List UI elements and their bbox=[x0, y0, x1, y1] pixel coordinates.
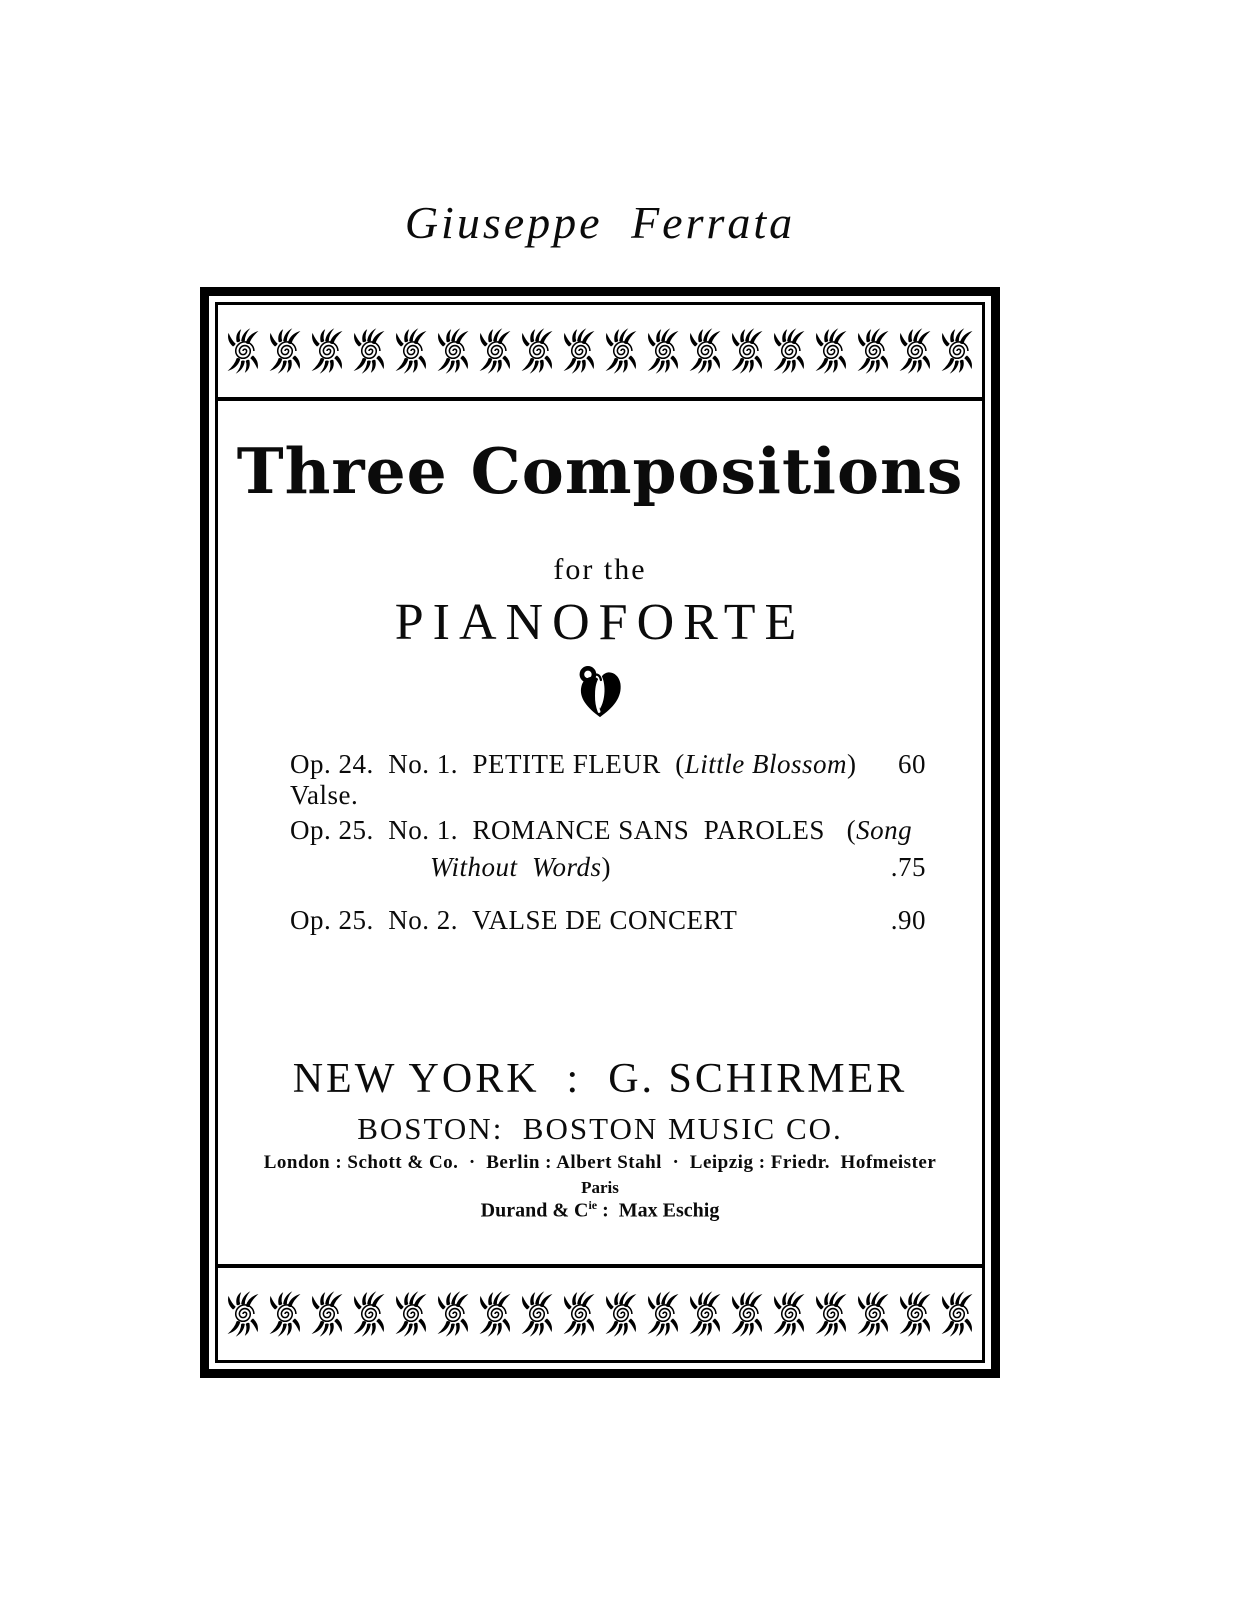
swirl-ornament-icon bbox=[517, 1272, 557, 1356]
swirl-ornament-icon bbox=[727, 1272, 767, 1356]
ornament-band-bottom bbox=[218, 1264, 982, 1360]
work-item-3 bbox=[290, 905, 926, 936]
work-item-1-price: 60 bbox=[898, 749, 926, 779]
swirl-ornament-icon bbox=[307, 1272, 347, 1356]
work-item-2-continuation-text: Without Words) bbox=[430, 852, 612, 882]
swirl-ornament-icon bbox=[265, 1272, 305, 1356]
swirl-ornament-icon bbox=[853, 1272, 893, 1356]
swirl-ornament-icon bbox=[265, 309, 305, 393]
swirl-ornament-icon bbox=[895, 1272, 935, 1356]
work-item-2 bbox=[290, 815, 926, 846]
instrument-title: PIANOFORTE bbox=[394, 594, 806, 651]
swirl-ornament-icon bbox=[559, 309, 599, 393]
composer-name: Giuseppe Ferrata bbox=[404, 197, 796, 248]
swirl-ornament-icon bbox=[601, 1272, 641, 1356]
work-item-2-text: Op. 25. No. 1. ROMANCE SANS PAROLES (Song bbox=[290, 815, 913, 845]
swirl-ornament-icon bbox=[559, 1272, 599, 1356]
title-subtext: for the bbox=[553, 553, 647, 586]
publisher-primary: NEW YORK : G. SCHIRMER bbox=[292, 1056, 908, 1102]
work-item-1-text: Op. 24. No. 1. PETITE FLEUR (Little Blossom) Valse. bbox=[290, 749, 871, 810]
swirl-ornament-icon bbox=[769, 1272, 809, 1356]
swirl-ornament-icon bbox=[223, 1272, 263, 1356]
ornament-band-top bbox=[218, 305, 982, 401]
swirl-ornament-icon bbox=[391, 1272, 431, 1356]
swirl-ornament-icon bbox=[349, 1272, 389, 1356]
decorative-frame bbox=[200, 287, 1000, 1378]
swirl-ornament-icon bbox=[811, 1272, 851, 1356]
swirl-ornament-icon bbox=[601, 309, 641, 393]
inner-frame bbox=[215, 302, 985, 1363]
swirl-ornament-icon bbox=[937, 309, 977, 393]
swirl-ornament-icon bbox=[811, 309, 851, 393]
swirl-ornament-icon bbox=[895, 309, 935, 393]
swirl-ornament-icon bbox=[433, 1272, 473, 1356]
swirl-ornament-icon bbox=[769, 309, 809, 393]
publisher-paris: Paris bbox=[581, 1178, 619, 1197]
title-page-content bbox=[218, 401, 982, 1264]
swirl-ornament-icon bbox=[475, 309, 515, 393]
work-item-2-continuation bbox=[290, 852, 926, 883]
swirl-ornament-icon bbox=[685, 1272, 725, 1356]
swirl-ornament-icon bbox=[685, 309, 725, 393]
swirl-ornament-icon bbox=[223, 309, 263, 393]
swirl-ornament-icon bbox=[517, 309, 557, 393]
swirl-ornament-icon bbox=[727, 309, 767, 393]
floral-heart-icon bbox=[218, 663, 982, 726]
swirl-ornament-icon bbox=[349, 309, 389, 393]
swirl-ornament-icon bbox=[643, 1272, 683, 1356]
publisher-european: London : Schott & Co. · Berlin : Albert Stahl · Leipzig : Friedr. Hofmeister bbox=[263, 1152, 937, 1173]
swirl-ornament-icon bbox=[307, 309, 347, 393]
work-item-1 bbox=[290, 749, 926, 811]
swirl-ornament-icon bbox=[433, 309, 473, 393]
swirl-ornament-icon bbox=[853, 309, 893, 393]
swirl-ornament-icon bbox=[937, 1272, 977, 1356]
swirl-ornament-icon bbox=[643, 309, 683, 393]
swirl-ornament-icon bbox=[391, 309, 431, 393]
publisher-paris-agents: Durand & $C^{ie}$ : Max Eschig bbox=[480, 1198, 720, 1222]
publisher-secondary: BOSTON: BOSTON MUSIC CO. bbox=[357, 1111, 843, 1146]
page-title: Three Compositions bbox=[236, 434, 964, 508]
work-item-3-text: Op. 25. No. 2. VALSE DE CONCERT bbox=[290, 905, 738, 935]
work-item-3-price: .90 bbox=[890, 905, 926, 935]
work-item-2-price: .75 bbox=[890, 852, 926, 882]
swirl-ornament-icon bbox=[475, 1272, 515, 1356]
